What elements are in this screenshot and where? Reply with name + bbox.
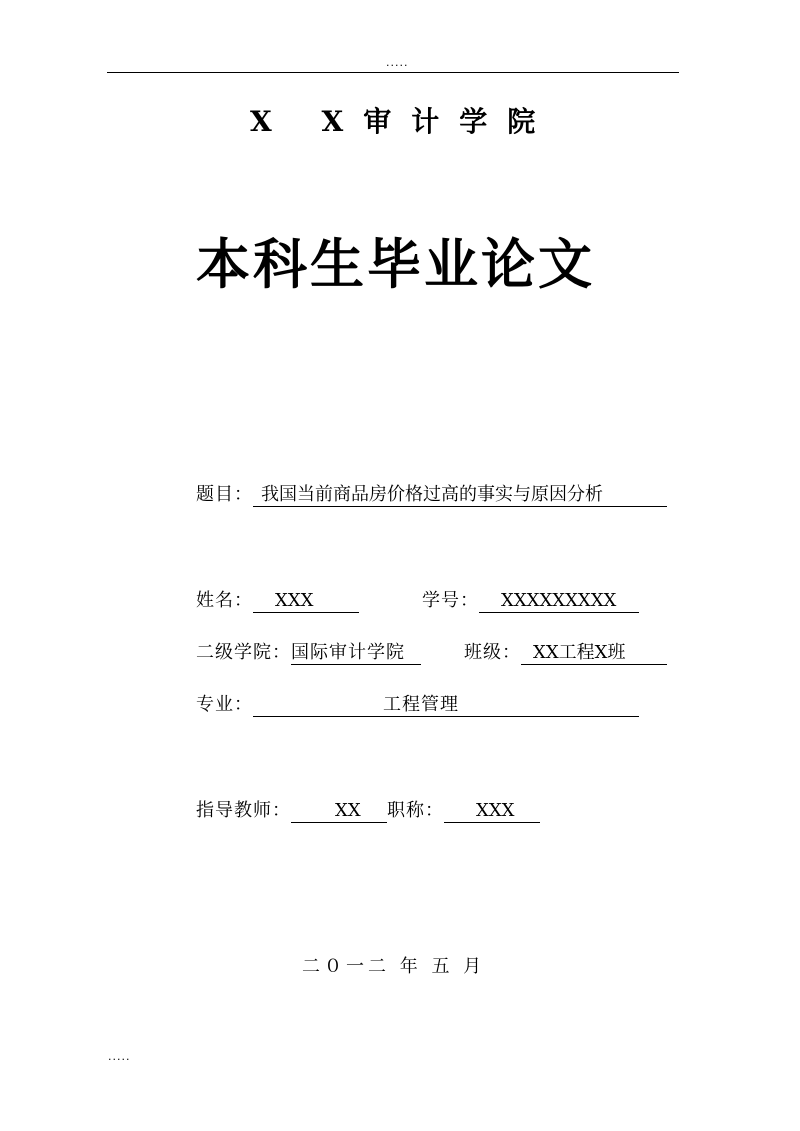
topic-row — [196, 482, 667, 508]
document-title: 本科生毕业论文 — [196, 232, 595, 296]
advisor-row — [196, 798, 540, 824]
topic-label: 题目： — [196, 484, 253, 505]
class-row — [464, 640, 667, 666]
rank-label: 职称： — [387, 800, 444, 821]
name-label: 姓名： — [196, 590, 253, 611]
school-row — [196, 640, 421, 666]
document-date: 二０一二 年 五 月 — [302, 956, 486, 977]
advisor-label: 指导教师： — [196, 800, 291, 821]
student-id-row — [422, 588, 639, 614]
major-label: 专业： — [196, 694, 253, 715]
name-row — [196, 588, 359, 614]
class-label: 班级： — [464, 642, 521, 663]
header-dots: ..... — [386, 56, 409, 69]
major-row — [196, 692, 639, 718]
name-value: XXX — [253, 590, 359, 613]
advisor-value: XX — [291, 800, 387, 823]
college-name: X X审计学院 — [250, 105, 556, 138]
school-label: 二级学院： — [196, 642, 291, 663]
student-id-value: XXXXXXXXX — [479, 590, 639, 613]
student-id-label: 学号： — [422, 590, 479, 611]
school-value: 国际审计学院 — [291, 642, 421, 665]
header-rule — [107, 72, 679, 73]
class-value: XX工程X班 — [521, 642, 667, 665]
major-value: 工程管理 — [253, 694, 639, 717]
topic-value: 我国当前商品房价格过高的事实与原因分析 — [253, 484, 667, 507]
rank-value: XXX — [444, 800, 540, 823]
footer-dots: ..... — [108, 1050, 131, 1063]
